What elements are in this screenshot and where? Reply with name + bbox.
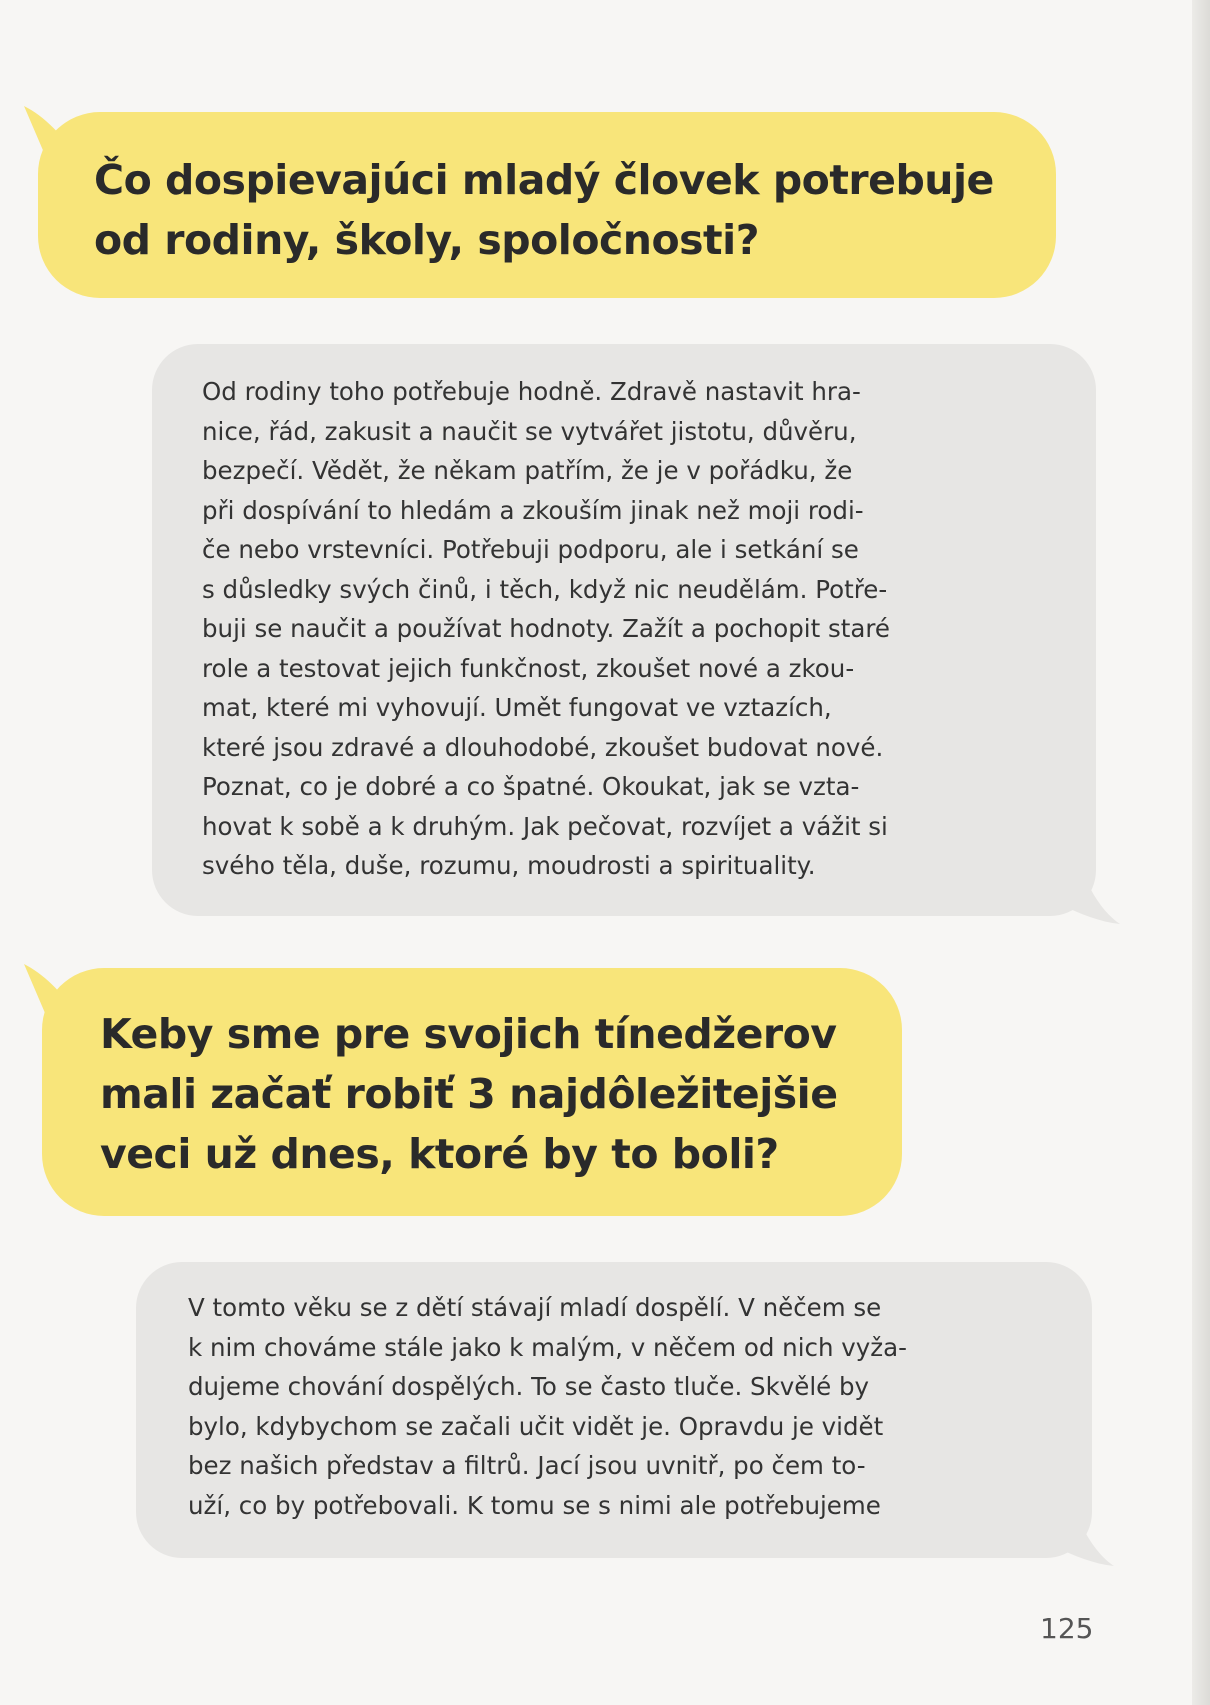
answer-2-line-2: k nim chováme stále jako k malým, v něčem od nich vyža- [188, 1332, 908, 1362]
question-bubble-2 [42, 968, 902, 1216]
answer-1-line-9: mat, které mi vyhovují. Umět fungovat ve vztazích, [202, 693, 832, 722]
question-2-line-2: mali začať robiť 3 najdôležitejšie [100, 1070, 838, 1118]
answer-1-line-11: Poznat, co je dobré a co špatné. Okoukat, jak se vzta- [202, 772, 860, 801]
answer-1-line-7: buji se naučit a používat hodnoty. Zažít a pochopit staré [202, 614, 890, 643]
answer-1-line-2: nice, řád, zakusit a naučit se vytvářet jistotu, důvěru, [202, 416, 857, 446]
answer-1-line-8: role a testovat jejich funkčnost, zkoušet nové a zkou- [202, 653, 855, 683]
answer-2-line-1: V tomto věku se z dětí stávají mladí dospělí. V něčem se [188, 1293, 882, 1322]
speech-tail-icon [1054, 1506, 1114, 1566]
question-2-line-3: veci už dnes, ktoré by to boli? [100, 1130, 779, 1178]
speech-tail-icon [24, 964, 84, 1034]
answer-1-line-12: hovat k sobě a k druhým. Jak pečovat, rozvíjet a vážit si [202, 811, 888, 841]
answer-1-line-10: které jsou zdravé a dlouhodobé, zkoušet budovat nové. [202, 732, 884, 762]
question-1-line-1: Čo dospievajúci mladý človek potrebuje [94, 156, 994, 204]
speech-tail-icon [24, 106, 84, 176]
answer-bubble-1 [152, 344, 1096, 916]
answer-1-line-1: Od rodiny toho potřebuje hodně. Zdravě nastavit hra- [202, 377, 861, 406]
page-number: 125 [1040, 1612, 1094, 1645]
answer-1-line-3: bezpečí. Vědět, že někam patřím, že je v pořádku, že [202, 456, 853, 485]
speech-tail-icon [1060, 864, 1120, 924]
answer-1-line-4: při dospívání to hledám a zkouším jinak než moji rodi- [202, 495, 864, 525]
question-1-line-2: od rodiny, školy, spoločnosti? [94, 216, 759, 264]
answer-1-line-13: svého těla, duše, rozumu, moudrosti a spirituality. [202, 851, 816, 880]
question-bubble-1 [38, 112, 1056, 298]
answer-1-line-5: če nebo vrstevníci. Potřebuji podporu, ale i setkání se [202, 535, 859, 564]
question-2-line-1: Keby sme pre svojich tínedžerov [100, 1010, 837, 1058]
answer-bubble-2 [136, 1262, 1092, 1558]
answer-1-line-6: s důsledky svých činů, i těch, když nic neudělám. Potře- [202, 574, 888, 604]
answer-2-line-4: bylo, kdybychom se začali učit vidět je. Opravdu je vidět [188, 1411, 884, 1441]
page-edge [1192, 0, 1210, 1705]
answer-2-line-3: dujeme chování dospělých. To se často tluče. Skvělé by [188, 1372, 870, 1401]
answer-2-line-5: bez našich představ a filtrů. Jací jsou uvnitř, po čem to- [188, 1451, 866, 1480]
answer-2-line-6: uží, co by potřebovali. K tomu se s nimi ale potřebujeme [188, 1490, 881, 1520]
